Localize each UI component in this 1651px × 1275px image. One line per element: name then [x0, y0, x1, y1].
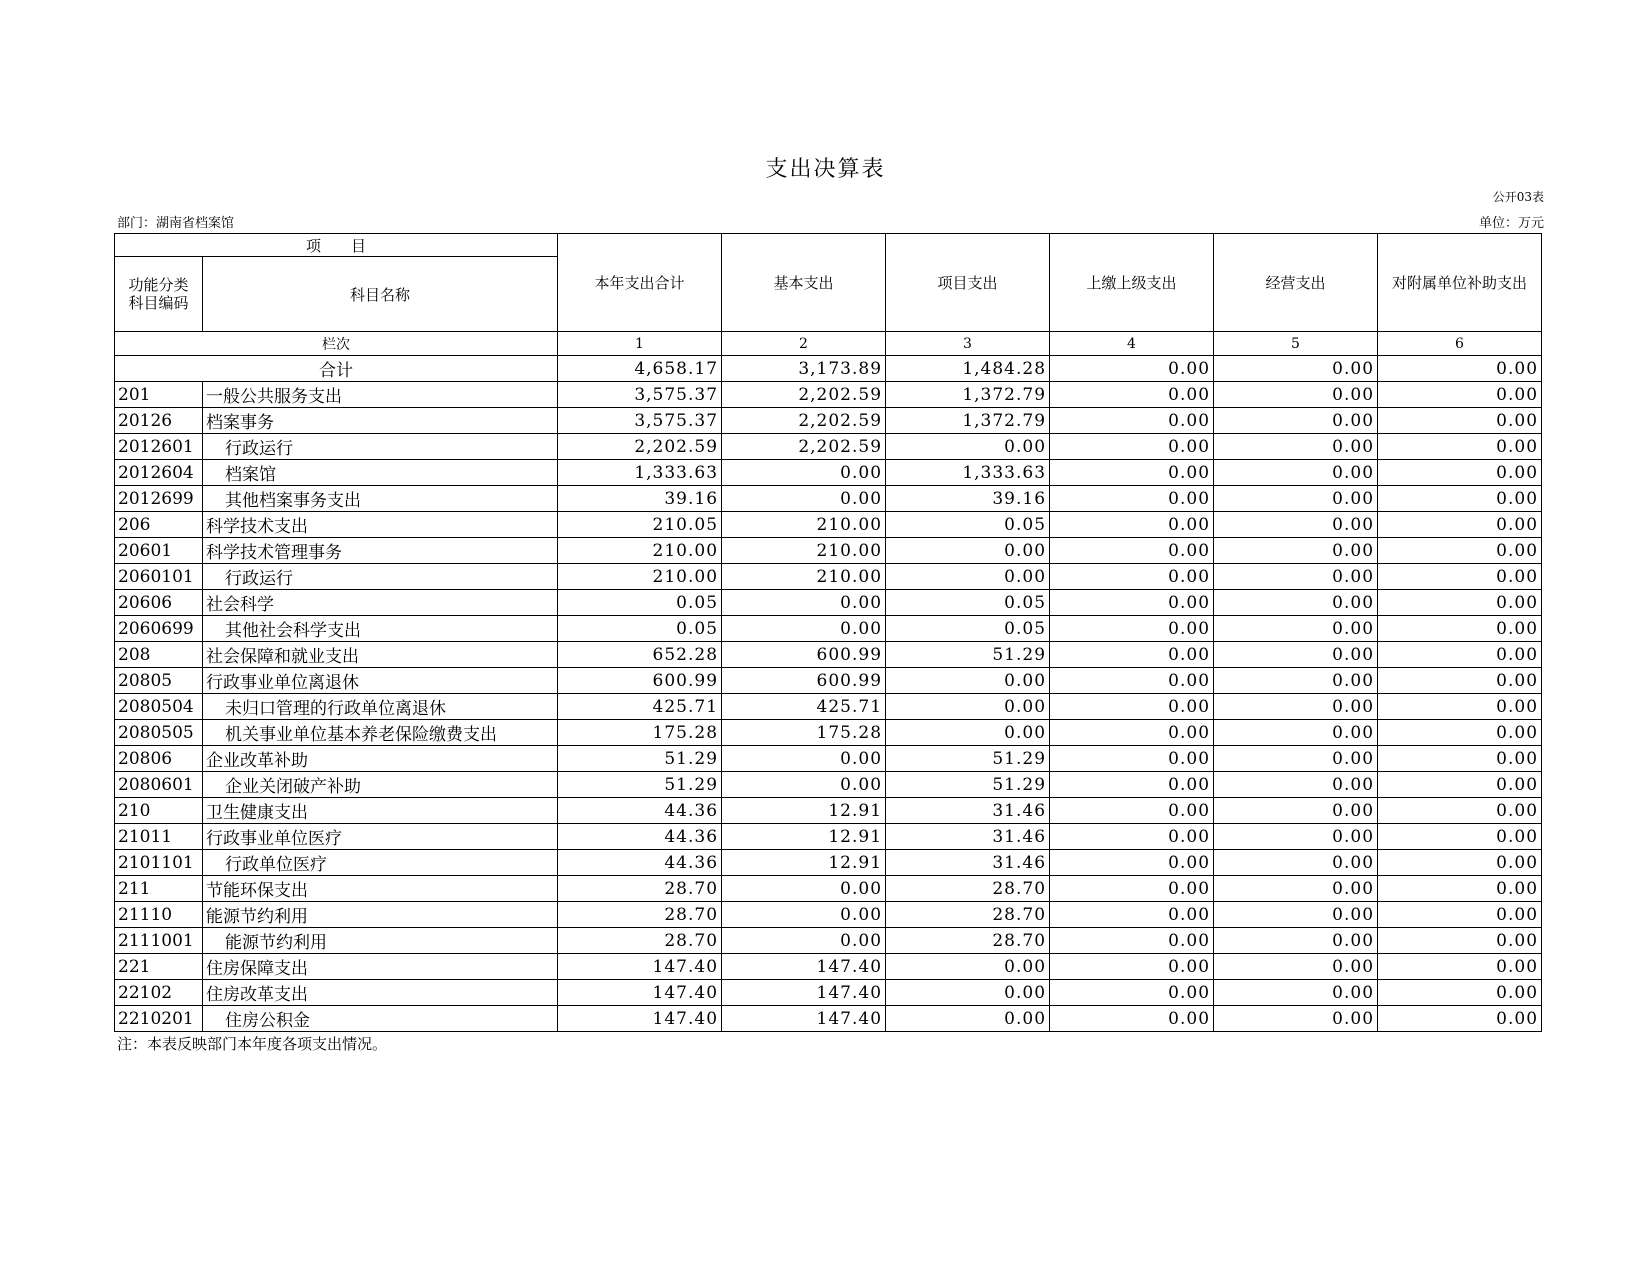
- row-value: 0.00: [1214, 928, 1378, 954]
- row-value: 0.00: [1214, 434, 1378, 460]
- row-value: 0.00: [1214, 980, 1378, 1006]
- row-value: 0.00: [1214, 668, 1378, 694]
- row-name: 科学技术支出: [203, 512, 558, 538]
- row-value: 0.00: [1214, 798, 1378, 824]
- row-value: 1,333.63: [886, 460, 1050, 486]
- row-value: 28.70: [886, 902, 1050, 928]
- total-label: 合计: [115, 356, 558, 382]
- row-value: 0.00: [1378, 824, 1542, 850]
- row-value: 147.40: [558, 980, 722, 1006]
- row-value: 652.28: [558, 642, 722, 668]
- row-code: 20806: [115, 746, 203, 772]
- row-value: 600.99: [722, 642, 886, 668]
- row-value: 3,575.37: [558, 382, 722, 408]
- row-value: 0.00: [1378, 876, 1542, 902]
- row-value: 147.40: [722, 1006, 886, 1032]
- row-code: 21110: [115, 902, 203, 928]
- row-value: 0.00: [1378, 954, 1542, 980]
- header-col-5: 经营支出: [1214, 234, 1378, 332]
- row-value: 28.70: [558, 876, 722, 902]
- row-code: 208: [115, 642, 203, 668]
- total-value: 0.00: [1050, 356, 1214, 382]
- table-row: [115, 590, 1542, 616]
- row-value: 0.00: [1378, 668, 1542, 694]
- row-name: 科学技术管理事务: [203, 538, 558, 564]
- row-value: 0.00: [1050, 486, 1214, 512]
- row-value: 0.05: [886, 590, 1050, 616]
- row-name: 档案馆: [203, 460, 558, 486]
- row-value: 0.00: [1214, 460, 1378, 486]
- row-value: 0.00: [1214, 876, 1378, 902]
- row-code: 2012601: [115, 434, 203, 460]
- row-value: 51.29: [886, 746, 1050, 772]
- row-value: 0.00: [1050, 616, 1214, 642]
- row-value: 0.00: [722, 902, 886, 928]
- table-row: [115, 694, 1542, 720]
- row-code: 2012604: [115, 460, 203, 486]
- row-value: 51.29: [886, 642, 1050, 668]
- row-value: 0.00: [1214, 616, 1378, 642]
- row-code: 210: [115, 798, 203, 824]
- row-name: 一般公共服务支出: [203, 382, 558, 408]
- row-value: 147.40: [558, 1006, 722, 1032]
- row-name: 行政事业单位医疗: [203, 824, 558, 850]
- column-index: 5: [1214, 332, 1378, 356]
- row-name: 社会保障和就业支出: [203, 642, 558, 668]
- row-name: 行政运行: [203, 434, 558, 460]
- row-value: 0.00: [1214, 538, 1378, 564]
- row-value: 0.00: [1378, 564, 1542, 590]
- row-name: 能源节约利用: [203, 928, 558, 954]
- row-value: 0.00: [1050, 746, 1214, 772]
- row-name: 档案事务: [203, 408, 558, 434]
- row-value: 0.00: [886, 538, 1050, 564]
- row-value: 0.00: [1050, 980, 1214, 1006]
- row-name: 能源节约利用: [203, 902, 558, 928]
- row-name: 行政单位医疗: [203, 850, 558, 876]
- row-value: 0.00: [1214, 772, 1378, 798]
- row-value: 0.00: [1378, 486, 1542, 512]
- row-value: 12.91: [722, 824, 886, 850]
- row-name: 社会科学: [203, 590, 558, 616]
- row-value: 0.00: [886, 434, 1050, 460]
- table-row: [115, 434, 1542, 460]
- row-value: 0.00: [1050, 824, 1214, 850]
- row-value: 12.91: [722, 798, 886, 824]
- row-code: 206: [115, 512, 203, 538]
- row-value: 0.00: [1214, 408, 1378, 434]
- row-value: 0.00: [722, 460, 886, 486]
- unit-label: 单位：万元: [1478, 216, 1544, 231]
- column-index-label: 栏次: [115, 332, 558, 356]
- row-value: 0.00: [1378, 746, 1542, 772]
- row-value: 0.00: [1214, 590, 1378, 616]
- row-value: 28.70: [558, 928, 722, 954]
- row-value: 0.00: [722, 486, 886, 512]
- table-row: [115, 850, 1542, 876]
- row-value: 0.00: [1050, 460, 1214, 486]
- row-code: 21011: [115, 824, 203, 850]
- row-value: 0.00: [722, 876, 886, 902]
- row-value: 147.40: [722, 954, 886, 980]
- row-value: 0.00: [1050, 798, 1214, 824]
- page-title: 支出决算表: [765, 157, 886, 182]
- row-value: 0.00: [1050, 928, 1214, 954]
- row-code: 2060101: [115, 564, 203, 590]
- row-code: 2111001: [115, 928, 203, 954]
- header-col-6: 对附属单位补助支出: [1378, 234, 1542, 332]
- row-value: 600.99: [722, 668, 886, 694]
- row-value: 0.00: [1378, 408, 1542, 434]
- row-value: 0.00: [1214, 382, 1378, 408]
- row-value: 0.00: [1378, 590, 1542, 616]
- header-project: 项 目: [115, 234, 558, 257]
- row-value: 0.00: [1050, 434, 1214, 460]
- row-value: 0.00: [1050, 538, 1214, 564]
- column-index: 4: [1050, 332, 1214, 356]
- row-value: 1,372.79: [886, 408, 1050, 434]
- total-value: 4,658.17: [558, 356, 722, 382]
- row-value: 210.00: [722, 538, 886, 564]
- row-value: 0.00: [1050, 954, 1214, 980]
- column-index: 1: [558, 332, 722, 356]
- row-value: 0.00: [1050, 408, 1214, 434]
- row-value: 210.00: [558, 564, 722, 590]
- row-code: 201: [115, 382, 203, 408]
- table-row: [115, 798, 1542, 824]
- row-value: 0.00: [886, 668, 1050, 694]
- table-row: [115, 460, 1542, 486]
- row-value: 0.00: [1378, 616, 1542, 642]
- row-value: 0.00: [1050, 1006, 1214, 1032]
- row-value: 0.00: [886, 954, 1050, 980]
- header-name: 科目名称: [203, 257, 558, 332]
- row-name: 其他社会科学支出: [203, 616, 558, 642]
- row-value: 2,202.59: [558, 434, 722, 460]
- header-col-2: 基本支出: [722, 234, 886, 332]
- row-value: 0.00: [886, 980, 1050, 1006]
- row-value: 0.00: [1378, 772, 1542, 798]
- row-value: 0.00: [1214, 824, 1378, 850]
- row-value: 0.00: [1378, 720, 1542, 746]
- row-value: 0.00: [722, 616, 886, 642]
- row-value: 0.00: [1050, 512, 1214, 538]
- row-value: 0.00: [886, 564, 1050, 590]
- total-value: 3,173.89: [722, 356, 886, 382]
- row-code: 2012699: [115, 486, 203, 512]
- table-row: [115, 382, 1542, 408]
- row-value: 0.00: [1378, 928, 1542, 954]
- table-row: [115, 512, 1542, 538]
- row-value: 0.00: [1378, 1006, 1542, 1032]
- row-value: 1,333.63: [558, 460, 722, 486]
- table-row: [115, 1006, 1542, 1032]
- row-name: 住房公积金: [203, 1006, 558, 1032]
- table-row: [115, 564, 1542, 590]
- row-value: 0.00: [1378, 798, 1542, 824]
- column-index: 6: [1378, 332, 1542, 356]
- row-value: 0.00: [722, 590, 886, 616]
- row-value: 51.29: [558, 746, 722, 772]
- row-value: 2,202.59: [722, 408, 886, 434]
- row-value: 31.46: [886, 850, 1050, 876]
- row-value: 0.00: [1214, 720, 1378, 746]
- row-value: 0.00: [1378, 902, 1542, 928]
- row-value: 0.00: [1214, 642, 1378, 668]
- row-value: 0.00: [1214, 954, 1378, 980]
- department-label: 部门：湖南省档案馆: [117, 216, 235, 231]
- row-value: 1,372.79: [886, 382, 1050, 408]
- row-code: 2080601: [115, 772, 203, 798]
- row-value: 425.71: [722, 694, 886, 720]
- row-code: 22102: [115, 980, 203, 1006]
- row-code: 221: [115, 954, 203, 980]
- table-row: [115, 746, 1542, 772]
- row-value: 0.00: [1378, 642, 1542, 668]
- row-name: 企业关闭破产补助: [203, 772, 558, 798]
- row-value: 0.00: [1050, 850, 1214, 876]
- total-value: 0.00: [1214, 356, 1378, 382]
- row-value: 210.00: [722, 512, 886, 538]
- row-value: 0.00: [886, 1006, 1050, 1032]
- row-value: 0.00: [1050, 642, 1214, 668]
- row-value: 0.00: [1214, 486, 1378, 512]
- row-value: 0.00: [1050, 668, 1214, 694]
- row-value: 0.05: [558, 590, 722, 616]
- row-code: 2101101: [115, 850, 203, 876]
- row-name: 住房保障支出: [203, 954, 558, 980]
- total-value: 1,484.28: [886, 356, 1050, 382]
- row-value: 210.00: [558, 538, 722, 564]
- row-value: 3,575.37: [558, 408, 722, 434]
- row-name: 行政事业单位离退休: [203, 668, 558, 694]
- header-code: 功能分类 科目编码: [115, 257, 203, 332]
- row-value: 0.00: [1050, 902, 1214, 928]
- row-value: 44.36: [558, 824, 722, 850]
- row-value: 28.70: [558, 902, 722, 928]
- row-value: 0.00: [1214, 694, 1378, 720]
- row-name: 住房改革支出: [203, 980, 558, 1006]
- table-row: [115, 928, 1542, 954]
- row-name: 机关事业单位基本养老保险缴费支出: [203, 720, 558, 746]
- footnote: 注：本表反映部门本年度各项支出情况。: [117, 1035, 388, 1053]
- row-value: 28.70: [886, 928, 1050, 954]
- table-row: [115, 980, 1542, 1006]
- row-value: 28.70: [886, 876, 1050, 902]
- row-value: 0.05: [558, 616, 722, 642]
- column-index: 3: [886, 332, 1050, 356]
- row-name: 其他档案事务支出: [203, 486, 558, 512]
- header-col-4: 上缴上级支出: [1050, 234, 1214, 332]
- column-index: 2: [722, 332, 886, 356]
- row-value: 0.00: [886, 720, 1050, 746]
- row-name: 行政运行: [203, 564, 558, 590]
- row-value: 0.00: [1378, 434, 1542, 460]
- table-row: [115, 772, 1542, 798]
- row-code: 211: [115, 876, 203, 902]
- row-value: 0.00: [886, 694, 1050, 720]
- row-value: 600.99: [558, 668, 722, 694]
- row-value: 175.28: [558, 720, 722, 746]
- expenditure-table: [114, 233, 1542, 1032]
- row-value: 147.40: [558, 954, 722, 980]
- header-col-3: 项目支出: [886, 234, 1050, 332]
- row-code: 2210201: [115, 1006, 203, 1032]
- row-value: 0.00: [1214, 746, 1378, 772]
- row-name: 节能环保支出: [203, 876, 558, 902]
- table-row: [115, 616, 1542, 642]
- row-value: 0.00: [1050, 720, 1214, 746]
- row-value: 210.05: [558, 512, 722, 538]
- row-value: 0.00: [1050, 772, 1214, 798]
- row-value: 44.36: [558, 850, 722, 876]
- row-value: 2,202.59: [722, 382, 886, 408]
- row-value: 0.00: [1050, 694, 1214, 720]
- row-value: 51.29: [558, 772, 722, 798]
- row-value: 0.00: [1214, 1006, 1378, 1032]
- row-value: 2,202.59: [722, 434, 886, 460]
- row-value: 39.16: [886, 486, 1050, 512]
- table-row: [115, 538, 1542, 564]
- row-value: 0.00: [1378, 538, 1542, 564]
- form-number: 公开03表: [1492, 190, 1544, 204]
- row-name: 未归口管理的行政单位离退休: [203, 694, 558, 720]
- row-value: 0.05: [886, 512, 1050, 538]
- table-row: [115, 902, 1542, 928]
- row-value: 0.00: [722, 772, 886, 798]
- row-value: 175.28: [722, 720, 886, 746]
- row-value: 0.00: [1378, 512, 1542, 538]
- table-row: [115, 408, 1542, 434]
- row-code: 2080505: [115, 720, 203, 746]
- row-name: 卫生健康支出: [203, 798, 558, 824]
- table-row: [115, 876, 1542, 902]
- row-value: 0.00: [722, 746, 886, 772]
- row-name: 企业改革补助: [203, 746, 558, 772]
- row-value: 0.00: [1378, 980, 1542, 1006]
- row-code: 2080504: [115, 694, 203, 720]
- row-value: 0.00: [722, 928, 886, 954]
- row-value: 0.00: [1214, 512, 1378, 538]
- row-value: 0.00: [1050, 876, 1214, 902]
- row-code: 20805: [115, 668, 203, 694]
- row-code: 20126: [115, 408, 203, 434]
- row-code: 20606: [115, 590, 203, 616]
- row-value: 0.00: [1050, 564, 1214, 590]
- row-value: 12.91: [722, 850, 886, 876]
- row-value: 147.40: [722, 980, 886, 1006]
- row-code: 20601: [115, 538, 203, 564]
- total-value: 0.00: [1378, 356, 1542, 382]
- table-row: [115, 720, 1542, 746]
- row-value: 31.46: [886, 798, 1050, 824]
- table-row: [115, 642, 1542, 668]
- row-value: 0.00: [1214, 850, 1378, 876]
- table-row: [115, 486, 1542, 512]
- row-value: 0.00: [1214, 902, 1378, 928]
- row-value: 210.00: [722, 564, 886, 590]
- row-value: 51.29: [886, 772, 1050, 798]
- table-row: [115, 954, 1542, 980]
- row-value: 39.16: [558, 486, 722, 512]
- row-value: 0.00: [1378, 382, 1542, 408]
- row-code: 2060699: [115, 616, 203, 642]
- row-value: 0.00: [1378, 460, 1542, 486]
- table-row: [115, 824, 1542, 850]
- table-row: [115, 668, 1542, 694]
- row-value: 44.36: [558, 798, 722, 824]
- row-value: 425.71: [558, 694, 722, 720]
- row-value: 0.00: [1378, 694, 1542, 720]
- row-value: 0.00: [1378, 850, 1542, 876]
- total-row: [115, 356, 1542, 382]
- row-value: 0.00: [1050, 590, 1214, 616]
- row-value: 0.05: [886, 616, 1050, 642]
- row-value: 31.46: [886, 824, 1050, 850]
- row-value: 0.00: [1050, 382, 1214, 408]
- header-col-1: 本年支出合计: [558, 234, 722, 332]
- row-value: 0.00: [1214, 564, 1378, 590]
